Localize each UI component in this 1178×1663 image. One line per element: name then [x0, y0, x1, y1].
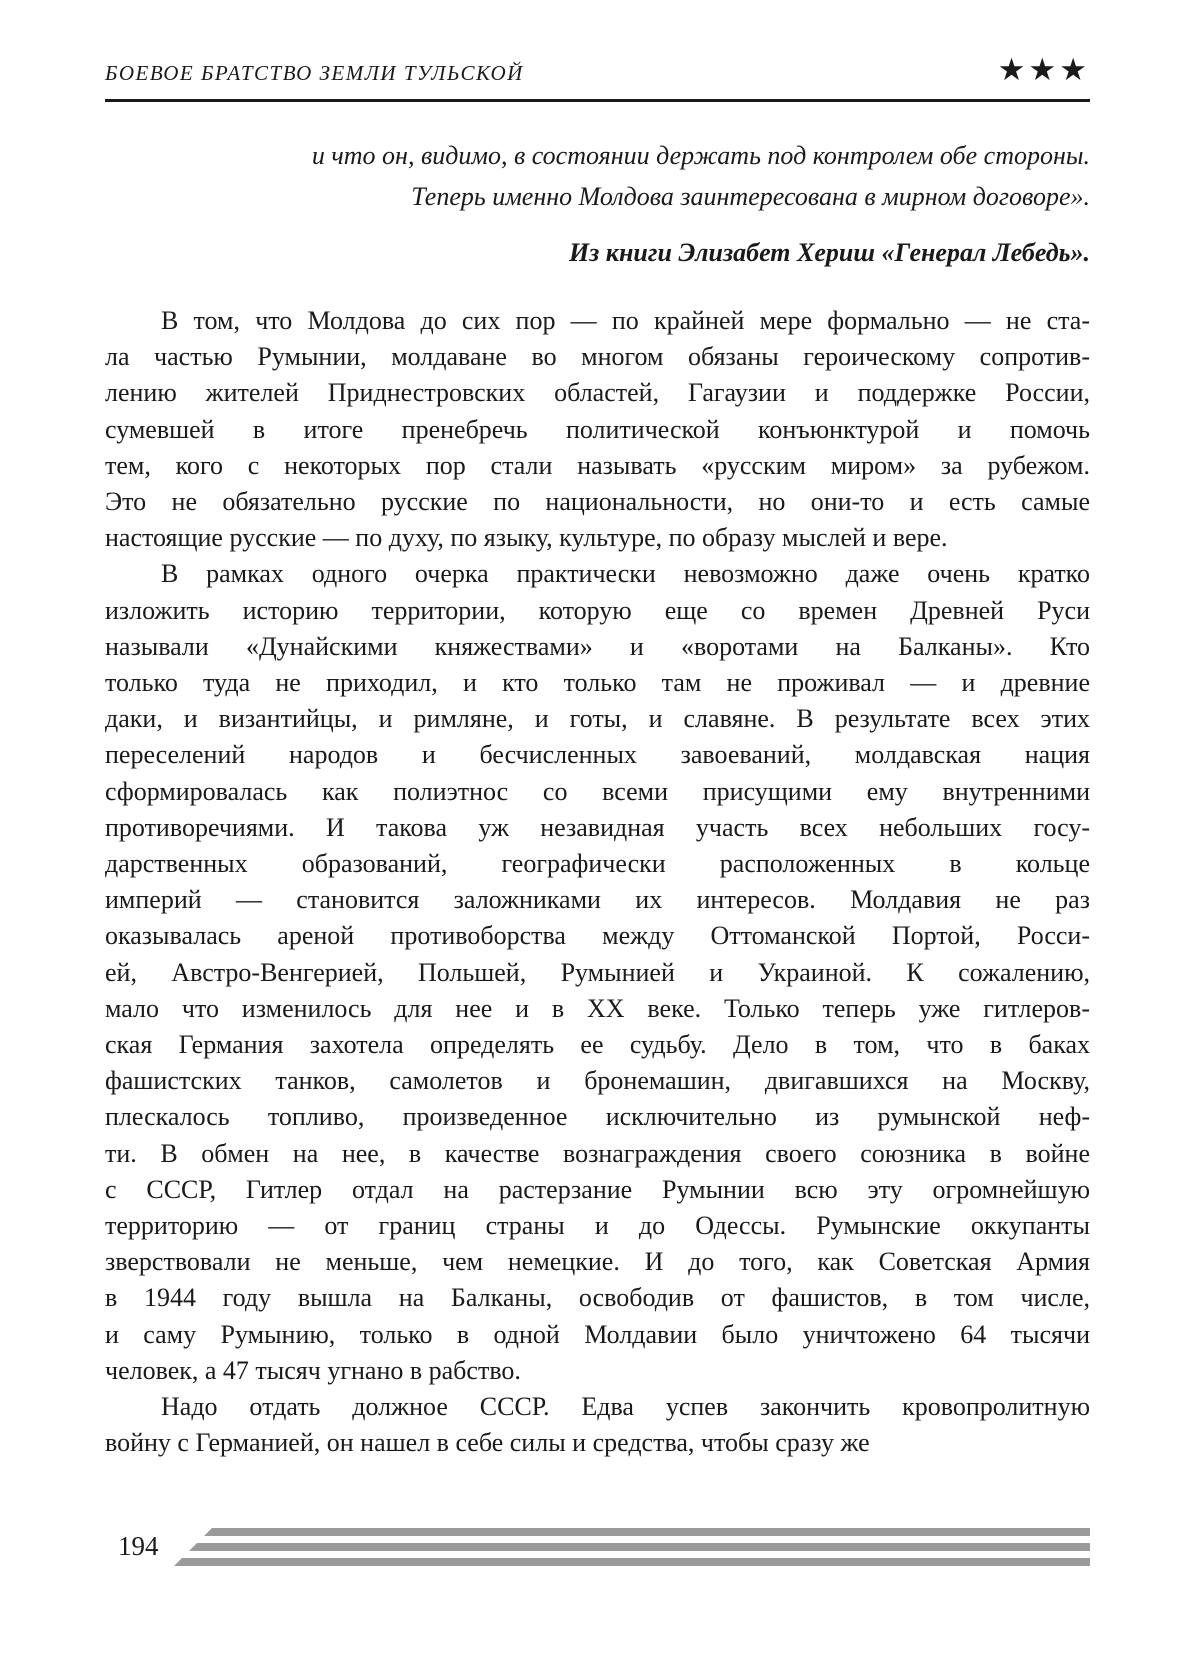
- body-line: Надо отдать должное СССР. Едва успев закончить кровопролитную: [161, 1392, 1090, 1422]
- body-line: называли «Дунайскими княжествами» и «воротами на Балканы». Кто: [105, 631, 1090, 661]
- body-line: сумевшей в итоге пренебречь политической конъюнктурой и помочь: [105, 414, 1090, 444]
- paragraph: [105, 303, 1090, 556]
- body-line: ей, Австро-Венгерией, Польшей, Румынией и Украиной. К сожалению,: [105, 957, 1090, 987]
- body-line: изложить историю территории, которую еще со времен Древней Руси: [105, 595, 1090, 625]
- body-line: человек, а 47 тысяч угнано в рабство.: [105, 1355, 521, 1385]
- header-rule: [105, 99, 1090, 102]
- body-line: только туда не приходил, и кто только там не проживал — и древние: [105, 668, 1090, 698]
- body-line: мало что изменилось для нее и в XX веке. Только теперь уже гитлеров-: [105, 993, 1090, 1023]
- body-line: зверствовали не меньше, чем немецкие. И до того, как Советская Армия: [105, 1247, 1090, 1277]
- body-line: В том, что Молдова до сих пор — по крайней мере формально — не ста-: [161, 306, 1090, 335]
- body-line: настоящие русские — по духу, по языку, культуре, по образу мыслей и вере.: [105, 523, 948, 553]
- running-header: [105, 52, 1090, 87]
- body-line: империй — становится заложниками их интересов. Молдавия не раз: [105, 885, 1090, 915]
- body-line: с СССР, Гитлер отдал на растерзание Румынии всю эту огромнейшую: [105, 1174, 1090, 1204]
- body-line: даки, и византийцы, и римляне, и готы, и славяне. В результате всех этих: [105, 704, 1090, 734]
- body-line: переселений народов и бесчисленных завоеваний, молдавская нация: [105, 740, 1090, 770]
- running-title: БОЕВОЕ БРАТСТВО ЗЕМЛИ ТУЛЬСКОЙ: [105, 61, 524, 85]
- epigraph-line: и что он, видимо, в состоянии держать под контролем обе стороны.: [311, 141, 1090, 170]
- body-line: В рамках одного очерка практически невозможно даже очень кратко: [161, 559, 1090, 589]
- footer-stripe: [174, 1543, 1090, 1551]
- paragraph: [105, 556, 1090, 1389]
- body-line: тем, кого с некоторых пор стали называть «русским миром» за рубежом.: [105, 450, 1090, 480]
- body-line: противоречиями. И такова уж незавидная участь всех небольших госу-: [105, 812, 1090, 842]
- footer-stripe: [174, 1528, 1090, 1536]
- body-line: плескалось топливо, произведенное исключительно из румынской неф-: [105, 1102, 1090, 1132]
- body-line: в 1944 году вышла на Балканы, освободив от фашистов, в том числе,: [105, 1283, 1090, 1313]
- body-line: лению жителей Приднестровских областей, Гагаузии и поддержке России,: [105, 378, 1090, 408]
- footer-stripes-decoration: [174, 1528, 1090, 1566]
- body-line: ская Германия захотела определять ее судьбу. Дело в том, что в баках: [105, 1030, 1090, 1060]
- body-text: [105, 303, 1090, 1462]
- page-number: 194: [118, 1531, 159, 1561]
- footer-stripe: [174, 1558, 1090, 1566]
- body-line: оказывалась ареной противоборства между Оттоманской Портой, Росси-: [105, 921, 1090, 951]
- body-line: войну с Германией, он нашел в себе силы и средства, чтобы сразу же: [105, 1428, 870, 1458]
- epigraph-line: Теперь именно Молдова заинтересована в мирном договоре».: [411, 182, 1090, 211]
- three-stars-icon: ★★★: [997, 52, 1090, 87]
- body-line: ла частью Румынии, молдаване во многом обязаны героическому сопротив-: [105, 342, 1090, 372]
- body-line: дарственных образований, географически расположенных в кольце: [105, 849, 1090, 879]
- paragraph: [105, 1389, 1090, 1461]
- body-line: фашистских танков, самолетов и бронемашин, двигавшихся на Москву,: [105, 1066, 1090, 1096]
- body-line: территорию — от границ страны и до Одессы. Румынские оккупанты: [105, 1211, 1090, 1241]
- body-line: ти. В обмен на нее, в качестве вознаграждения своего союзника в войне: [105, 1138, 1090, 1168]
- body-line: сформировалась как полиэтнос со всеми присущими ему внутренними: [105, 776, 1090, 806]
- body-line: и саму Румынию, только в одной Молдавии было уничтожено 64 тысячи: [105, 1319, 1090, 1349]
- epigraph: [105, 135, 1090, 217]
- epigraph-attribution: Из книги Элизабет Хериш «Генерал Лебедь».: [568, 238, 1090, 267]
- body-line: Это не обязательно русские по национальности, но они-то и есть самые: [105, 487, 1090, 517]
